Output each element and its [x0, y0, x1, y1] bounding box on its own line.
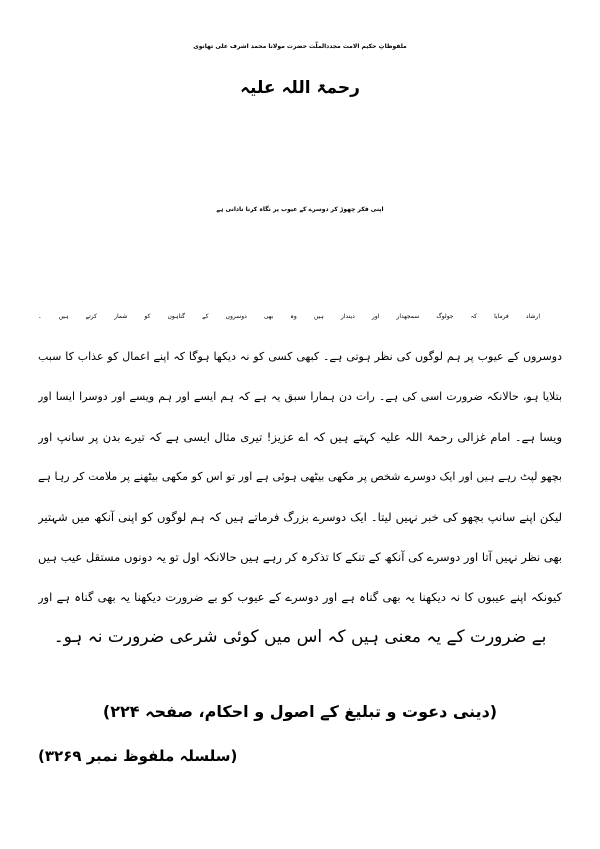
document-subtitle: رحمۃ اللہ علیہ — [240, 78, 360, 98]
citation-secondary: (سلسلہ ملفوظ نمبر ۳۲۶۹) — [38, 747, 238, 765]
citation-primary: (دینی دعوت و تبلیغ کے اصول و احکام، صفحہ ۲۲۴) — [102, 702, 498, 721]
body-text-block — [38, 297, 562, 657]
document-title: ملفوظاتِ حکیم الامت مجددالملّت حضرت مولانا محمد اشرف علی تھانوی — [193, 43, 407, 50]
section-heading: اپنی فکر چھوڑ کر دوسرے کے عیوب پر نگاہ کرنا نادانی ہے — [216, 206, 384, 213]
title-block — [0, 42, 600, 101]
body-line: بھی نظر نہیں آتا اور دوسرے کی آنکھ کے تنکے کا تذکرہ کر رہے ہیں حالانکہ اول تو یہ دونوں مستقل عیب ہیں — [38, 550, 562, 564]
body-line: ویسا ہے۔ امام غزالی رحمۃ اللہ علیہ کہتے ہیں کہ اے عزیز! تیری مثال ایسی ہے کہ تیرے بدن پر سانپ اور — [38, 430, 562, 444]
body-line: بچھو لپٹ رہے ہیں اور ایک دوسرے شخص پر مکھی بیٹھی ہوئی ہے اور تو اس کو مکھی بیٹھنے پر ملامت کر رہا ہے — [38, 470, 562, 483]
body-line: ارشاد فرمایا کہ جولوگ سمجھدار اور دیندار ہیں وہ بھی دوسروں کے گناہوں کو شمار کرتے ہیں ۔ — [38, 313, 540, 320]
body-line: لیکن اپنے سانپ بچھو کی خبر نہیں لیتا۔ ایک دوسرے بزرگ فرماتے ہیں کہ ہم لوگوں کو اپنی آنکھ میں شہتیر — [38, 510, 562, 524]
body-line: دوسروں کے عیوب پر ہم لوگوں کی نظر ہوتی ہے۔ کبھی کسی کو نہ دیکھا ہوگا کہ اپنے اعمال کو عذاب کا سبب — [38, 350, 562, 363]
body-line: کیونکہ اپنے عیبوں کا نہ دیکھنا یہ بھی گناہ ہے اور دوسرے کے عیوب کو بے ضرورت دیکھنا یہ بھی گناہ ہے اور — [38, 590, 562, 604]
body-line: بے ضرورت کے یہ معنی ہیں کہ اس میں کوئی شرعی ضرورت نہ ہو۔ — [53, 627, 547, 647]
body-line: بتلایا ہو، حالانکہ ضرورت اسی کی ہے۔ رات دن ہمارا سبق یہ ہے کہ ہم ایسے اور ہم ویسے اور دوسرا ایسا اور — [38, 390, 562, 403]
